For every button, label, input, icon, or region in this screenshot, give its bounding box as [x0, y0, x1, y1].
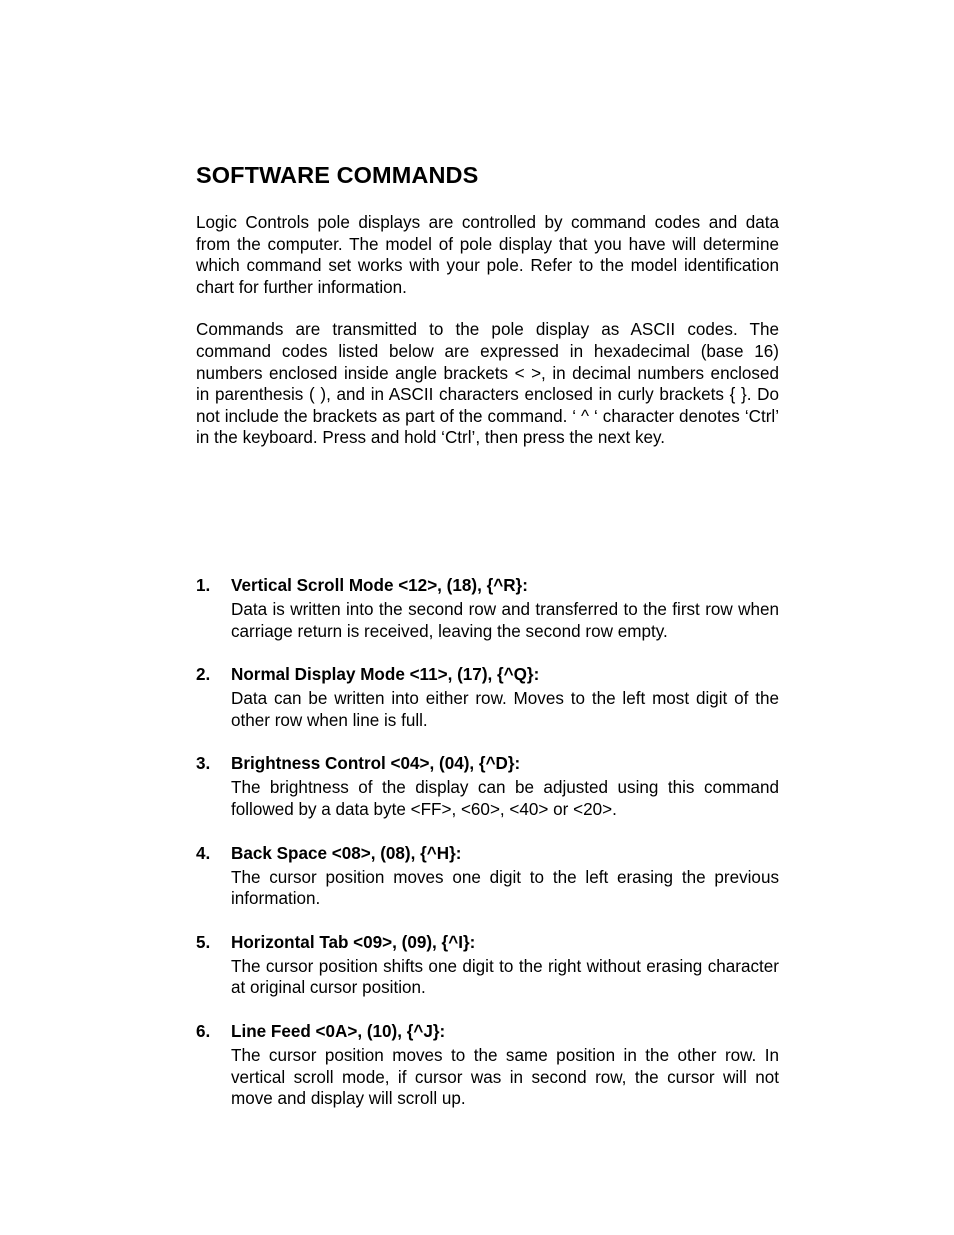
- command-number: 1.: [196, 576, 211, 595]
- command-heading: Line Feed <0A>, (10), {^J}:: [231, 1021, 446, 1041]
- command-heading: Back Space <08>, (08), {^H}:: [231, 843, 462, 863]
- command-description: The brightness of the display can be adjusted using this command followed by a data byte <FF>, <60>, <40> or <20>.: [231, 778, 779, 819]
- page-title: SOFTWARE COMMANDS: [196, 162, 479, 188]
- command-heading: Vertical Scroll Mode <12>, (18), {^R}:: [231, 576, 528, 595]
- document-page: [196, 160, 779, 1109]
- command-description: Data can be written into either row. Moves to the left most digit of the other row when line is full.: [231, 689, 779, 730]
- command-description: The cursor position moves one digit to the left erasing the previous information.: [231, 867, 779, 909]
- command-heading: Brightness Control <04>, (04), {^D}:: [231, 754, 521, 774]
- command-number: 6.: [196, 1021, 211, 1041]
- command-item-vertical-scroll: [196, 575, 779, 642]
- intro-paragraph: Commands are transmitted to the pole display as ASCII codes. The command codes listed below are expressed in hexadecimal (base 16) numbers enclosed inside angle brackets < >, in decimal numbers enclosed in parenthesis ( ), and in ASCII characters enclosed in curly brackets { }. Do not include the brackets as part of the command. ‘ ^ ‘ character denotes ‘Ctrl’ in the keyboard. Press and hold ‘Ctrl’, then press the next key.: [196, 320, 779, 448]
- command-heading: Normal Display Mode <11>, (17), {^Q}:: [231, 665, 540, 685]
- command-item-back-space: [196, 843, 779, 910]
- command-number: 4.: [196, 843, 211, 863]
- command-number: 3.: [196, 754, 211, 774]
- command-item-horizontal-tab: [196, 932, 779, 999]
- command-description: Data is written into the second row and transferred to the first row when carriage return is received, leaving the second row empty.: [231, 600, 779, 641]
- command-description: The cursor position shifts one digit to the right without erasing character at original cursor position.: [231, 956, 779, 998]
- command-heading: Horizontal Tab <09>, (09), {^I}:: [231, 932, 476, 952]
- command-item-line-feed: [196, 1021, 779, 1110]
- command-number: 2.: [196, 665, 211, 685]
- command-item-normal-display: [196, 664, 779, 731]
- command-list: [196, 575, 779, 1132]
- command-description: The cursor position moves to the same position in the other row. In vertical scroll mode, if cursor was in second row, the cursor will not move and display will scroll up.: [231, 1045, 779, 1109]
- command-item-brightness: [196, 753, 779, 820]
- command-number: 5.: [196, 932, 211, 952]
- intro-paragraph: Logic Controls pole displays are controlled by command codes and data from the computer. The model of pole display that you have will determine which command set works with your pole. Refer to the model identification chart for further information.: [196, 213, 779, 297]
